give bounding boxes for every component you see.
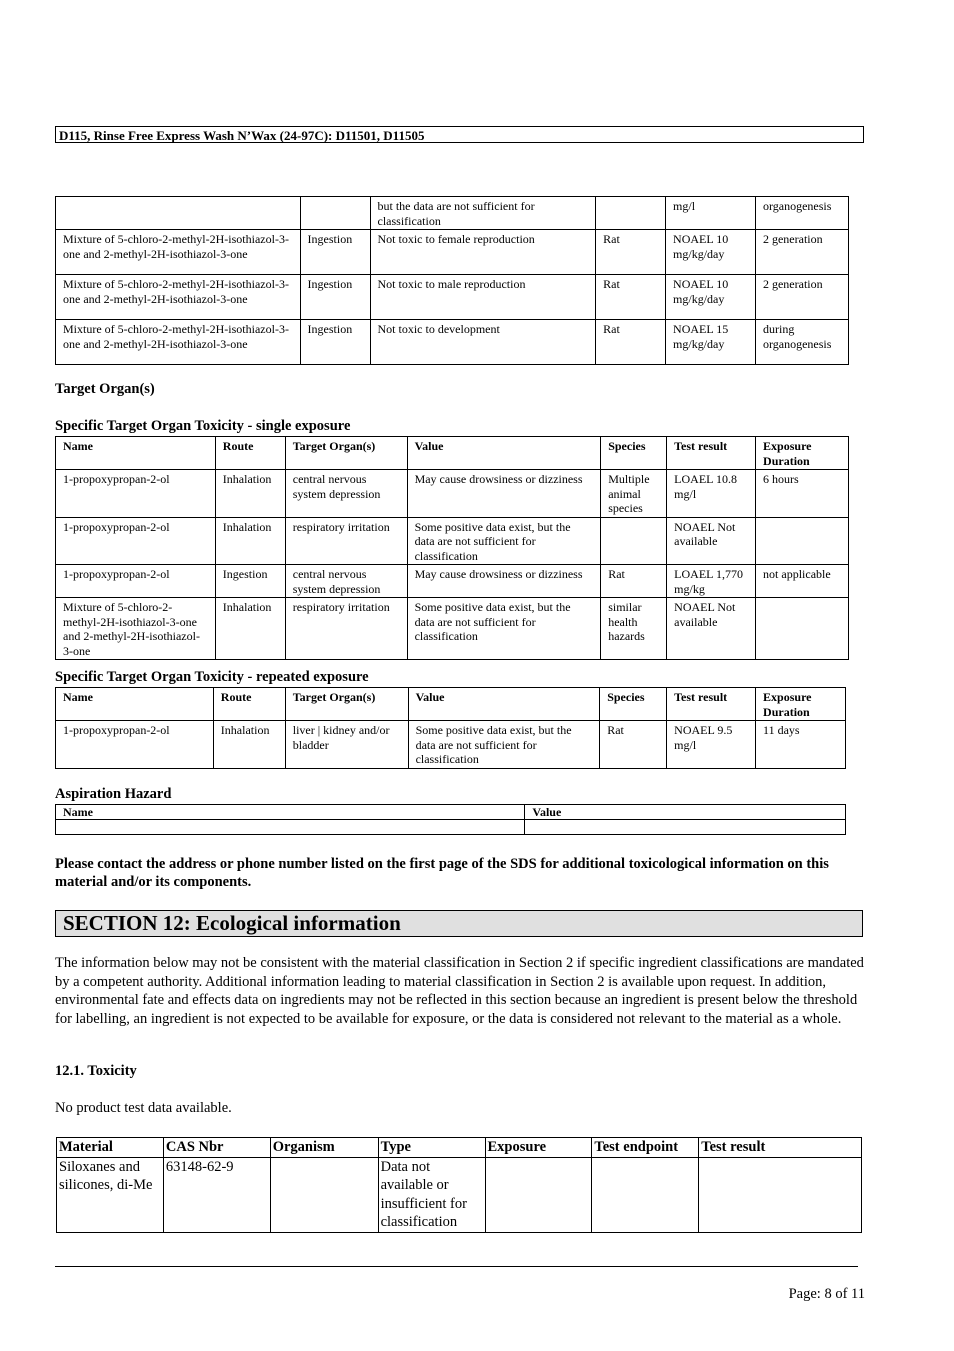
stot-repeated-col-header: Route xyxy=(213,688,285,721)
table-cell: central nervous system depression xyxy=(285,565,407,598)
table-row xyxy=(56,820,846,835)
table-cell: NOAEL 15 mg/kg/day xyxy=(666,320,756,365)
table-cell: NOAEL 10 mg/kg/day xyxy=(666,275,756,320)
stot-single-table xyxy=(55,436,849,660)
table-cell: but the data are not sufficient for classification xyxy=(370,197,596,230)
table-cell xyxy=(485,1157,592,1232)
stot-repeated-table xyxy=(55,687,846,769)
reproductive-toxicity-table xyxy=(55,196,849,365)
table-cell: Inhalation xyxy=(215,517,285,565)
stot-single-col-header: Exposure Duration xyxy=(756,437,849,470)
table-cell: 1-propoxypropan-2-ol xyxy=(56,721,214,769)
stot-single-col-header: Test result xyxy=(667,437,756,470)
table-cell: Some positive data exist, but the data are not sufficient for classification xyxy=(408,721,600,769)
ecotoxicity-col-header: Organism xyxy=(270,1138,378,1158)
stot-single-col-header: Route xyxy=(215,437,285,470)
ecotoxicity-col-header: Test result xyxy=(699,1138,862,1158)
table-cell xyxy=(596,197,666,230)
aspiration-heading: Aspiration Hazard xyxy=(55,786,172,802)
stot-repeated-col-header: Test result xyxy=(667,688,756,721)
table-cell xyxy=(270,1157,378,1232)
table-row xyxy=(56,721,846,769)
stot-single-col-header: Species xyxy=(601,437,667,470)
ecotoxicity-table xyxy=(56,1137,862,1233)
table-cell: 1-propoxypropan-2-ol xyxy=(56,517,216,565)
table-row xyxy=(56,517,849,565)
stot-repeated-heading: Specific Target Organ Toxicity - repeated exposure xyxy=(55,669,369,685)
table-cell: May cause drowsiness or dizziness xyxy=(407,470,601,518)
table-cell: Not toxic to female reproduction xyxy=(370,230,596,275)
contact-note: Please contact the address or phone number listed on the first page of the SDS for additional toxicological information on this material and/or its components. xyxy=(55,856,829,890)
table-cell: May cause drowsiness or dizziness xyxy=(407,565,601,598)
aspiration-col-value: Value xyxy=(525,805,846,820)
footer-divider xyxy=(55,1266,858,1267)
table-cell: Data not available or insufficient for classification xyxy=(378,1157,485,1232)
table-row xyxy=(56,197,849,230)
ecotoxicity-col-header: CAS Nbr xyxy=(163,1138,270,1158)
toxicity-subheading: 12.1. Toxicity xyxy=(55,1063,137,1079)
table-cell: Ingestion xyxy=(215,565,285,598)
table-cell: Rat xyxy=(596,230,666,275)
table-cell: LOAEL 1,770 mg/kg xyxy=(667,565,756,598)
table-cell xyxy=(601,517,667,565)
aspiration-table xyxy=(55,804,846,835)
ecotoxicity-col-header: Material xyxy=(57,1138,164,1158)
table-cell: during organogenesis xyxy=(755,320,848,365)
table-cell: Mixture of 5-chloro-2-methyl-2H-isothiazol-3-one and 2-methyl-2H-isothiazol-3-one xyxy=(56,275,301,320)
table-row xyxy=(56,320,849,365)
table-cell: respiratory irritation xyxy=(285,517,407,565)
table-cell: Siloxanes and silicones, di-Me xyxy=(57,1157,164,1232)
table-row xyxy=(56,598,849,660)
table-cell: Inhalation xyxy=(215,470,285,518)
table-cell: organogenesis xyxy=(755,197,848,230)
table-cell: 1-propoxypropan-2-ol xyxy=(56,565,216,598)
table-cell: 63148-62-9 xyxy=(163,1157,270,1232)
table-cell: similar health hazards xyxy=(601,598,667,660)
stot-repeated-col-header: Species xyxy=(600,688,667,721)
table-cell: Ingestion xyxy=(300,230,370,275)
table-cell xyxy=(756,598,849,660)
aspiration-col-name: Name xyxy=(56,805,525,820)
table-cell: Mixture of 5-chloro-2-methyl-2H-isothiazol-3-one and 2-methyl-2H-isothiazol-3-one xyxy=(56,320,301,365)
table-cell: 11 days xyxy=(756,721,846,769)
stot-repeated-col-header: Exposure Duration xyxy=(756,688,846,721)
table-row xyxy=(56,275,849,320)
section-12-title: SECTION 12: Ecological information xyxy=(55,910,863,937)
table-cell: Multiple animal species xyxy=(601,470,667,518)
ecotoxicity-col-header: Exposure xyxy=(485,1138,592,1158)
table-cell: Rat xyxy=(596,320,666,365)
table-cell: NOAEL Not available xyxy=(667,598,756,660)
table-cell xyxy=(56,197,301,230)
table-row xyxy=(56,565,849,598)
table-cell: LOAEL 10.8 mg/l xyxy=(667,470,756,518)
table-cell: liver | kidney and/or bladder xyxy=(285,721,408,769)
table-cell: Not toxic to male reproduction xyxy=(370,275,596,320)
table-cell: Inhalation xyxy=(213,721,285,769)
stot-single-heading: Specific Target Organ Toxicity - single exposure xyxy=(55,418,351,434)
table-cell: Not toxic to development xyxy=(370,320,596,365)
stot-single-col-header: Value xyxy=(407,437,601,470)
table-cell: NOAEL 10 mg/kg/day xyxy=(666,230,756,275)
stot-single-col-header: Target Organ(s) xyxy=(285,437,407,470)
table-cell: Some positive data exist, but the data are not sufficient for classification xyxy=(407,598,601,660)
table-cell: 2 generation xyxy=(755,275,848,320)
table-cell: Mixture of 5-chloro-2-methyl-2H-isothiazol-3-one and 2-methyl-2H-isothiazol-3-one xyxy=(56,598,216,660)
ecotoxicity-col-header: Type xyxy=(378,1138,485,1158)
table-cell: NOAEL 9.5 mg/l xyxy=(667,721,756,769)
table-cell: Ingestion xyxy=(300,320,370,365)
table-row xyxy=(57,1157,862,1232)
table-cell: Ingestion xyxy=(300,275,370,320)
table-cell: 1-propoxypropan-2-ol xyxy=(56,470,216,518)
ecotoxicity-col-header: Test endpoint xyxy=(592,1138,699,1158)
stot-single-col-header: Name xyxy=(56,437,216,470)
no-data-text: No product test data available. xyxy=(55,1100,232,1116)
table-row xyxy=(56,230,849,275)
stot-repeated-col-header: Target Organ(s) xyxy=(285,688,408,721)
table-cell xyxy=(699,1157,862,1232)
table-cell: respiratory irritation xyxy=(285,598,407,660)
table-cell: Rat xyxy=(600,721,667,769)
table-cell: Rat xyxy=(596,275,666,320)
document-header: D115, Rinse Free Express Wash N’Wax (24-97C): D11501, D11505 xyxy=(55,126,864,143)
table-cell: NOAEL Not available xyxy=(667,517,756,565)
table-cell: Inhalation xyxy=(215,598,285,660)
table-cell xyxy=(592,1157,699,1232)
table-cell xyxy=(300,197,370,230)
table-cell: central nervous system depression xyxy=(285,470,407,518)
target-organs-heading: Target Organ(s) xyxy=(55,381,155,397)
table-cell: Mixture of 5-chloro-2-methyl-2H-isothiazol-3-one and 2-methyl-2H-isothiazol-3-one xyxy=(56,230,301,275)
table-cell: Rat xyxy=(601,565,667,598)
page-number: Page: 8 of 11 xyxy=(788,1286,865,1302)
table-cell xyxy=(756,517,849,565)
section-12-intro: The information below may not be consistent with the material classification in Section 2 if specific ingredient classifications are mandated by a competent authority. Additional information leading to material classification in Section 2 is available upon request. In addition, environmental fate and effects data on ingredients may not be reflected in this section because an ingredient is present below the threshold for labelling, an ingredient is not expected to be available for exposure, or the data is considered not relevant to the material as a whole. xyxy=(55,955,864,1027)
table-row xyxy=(56,470,849,518)
table-cell: 6 hours xyxy=(756,470,849,518)
stot-repeated-col-header: Name xyxy=(56,688,214,721)
stot-repeated-col-header: Value xyxy=(408,688,600,721)
table-cell: Some positive data exist, but the data are not sufficient for classification xyxy=(407,517,601,565)
table-cell: 2 generation xyxy=(755,230,848,275)
table-cell: mg/l xyxy=(666,197,756,230)
table-cell: not applicable xyxy=(756,565,849,598)
